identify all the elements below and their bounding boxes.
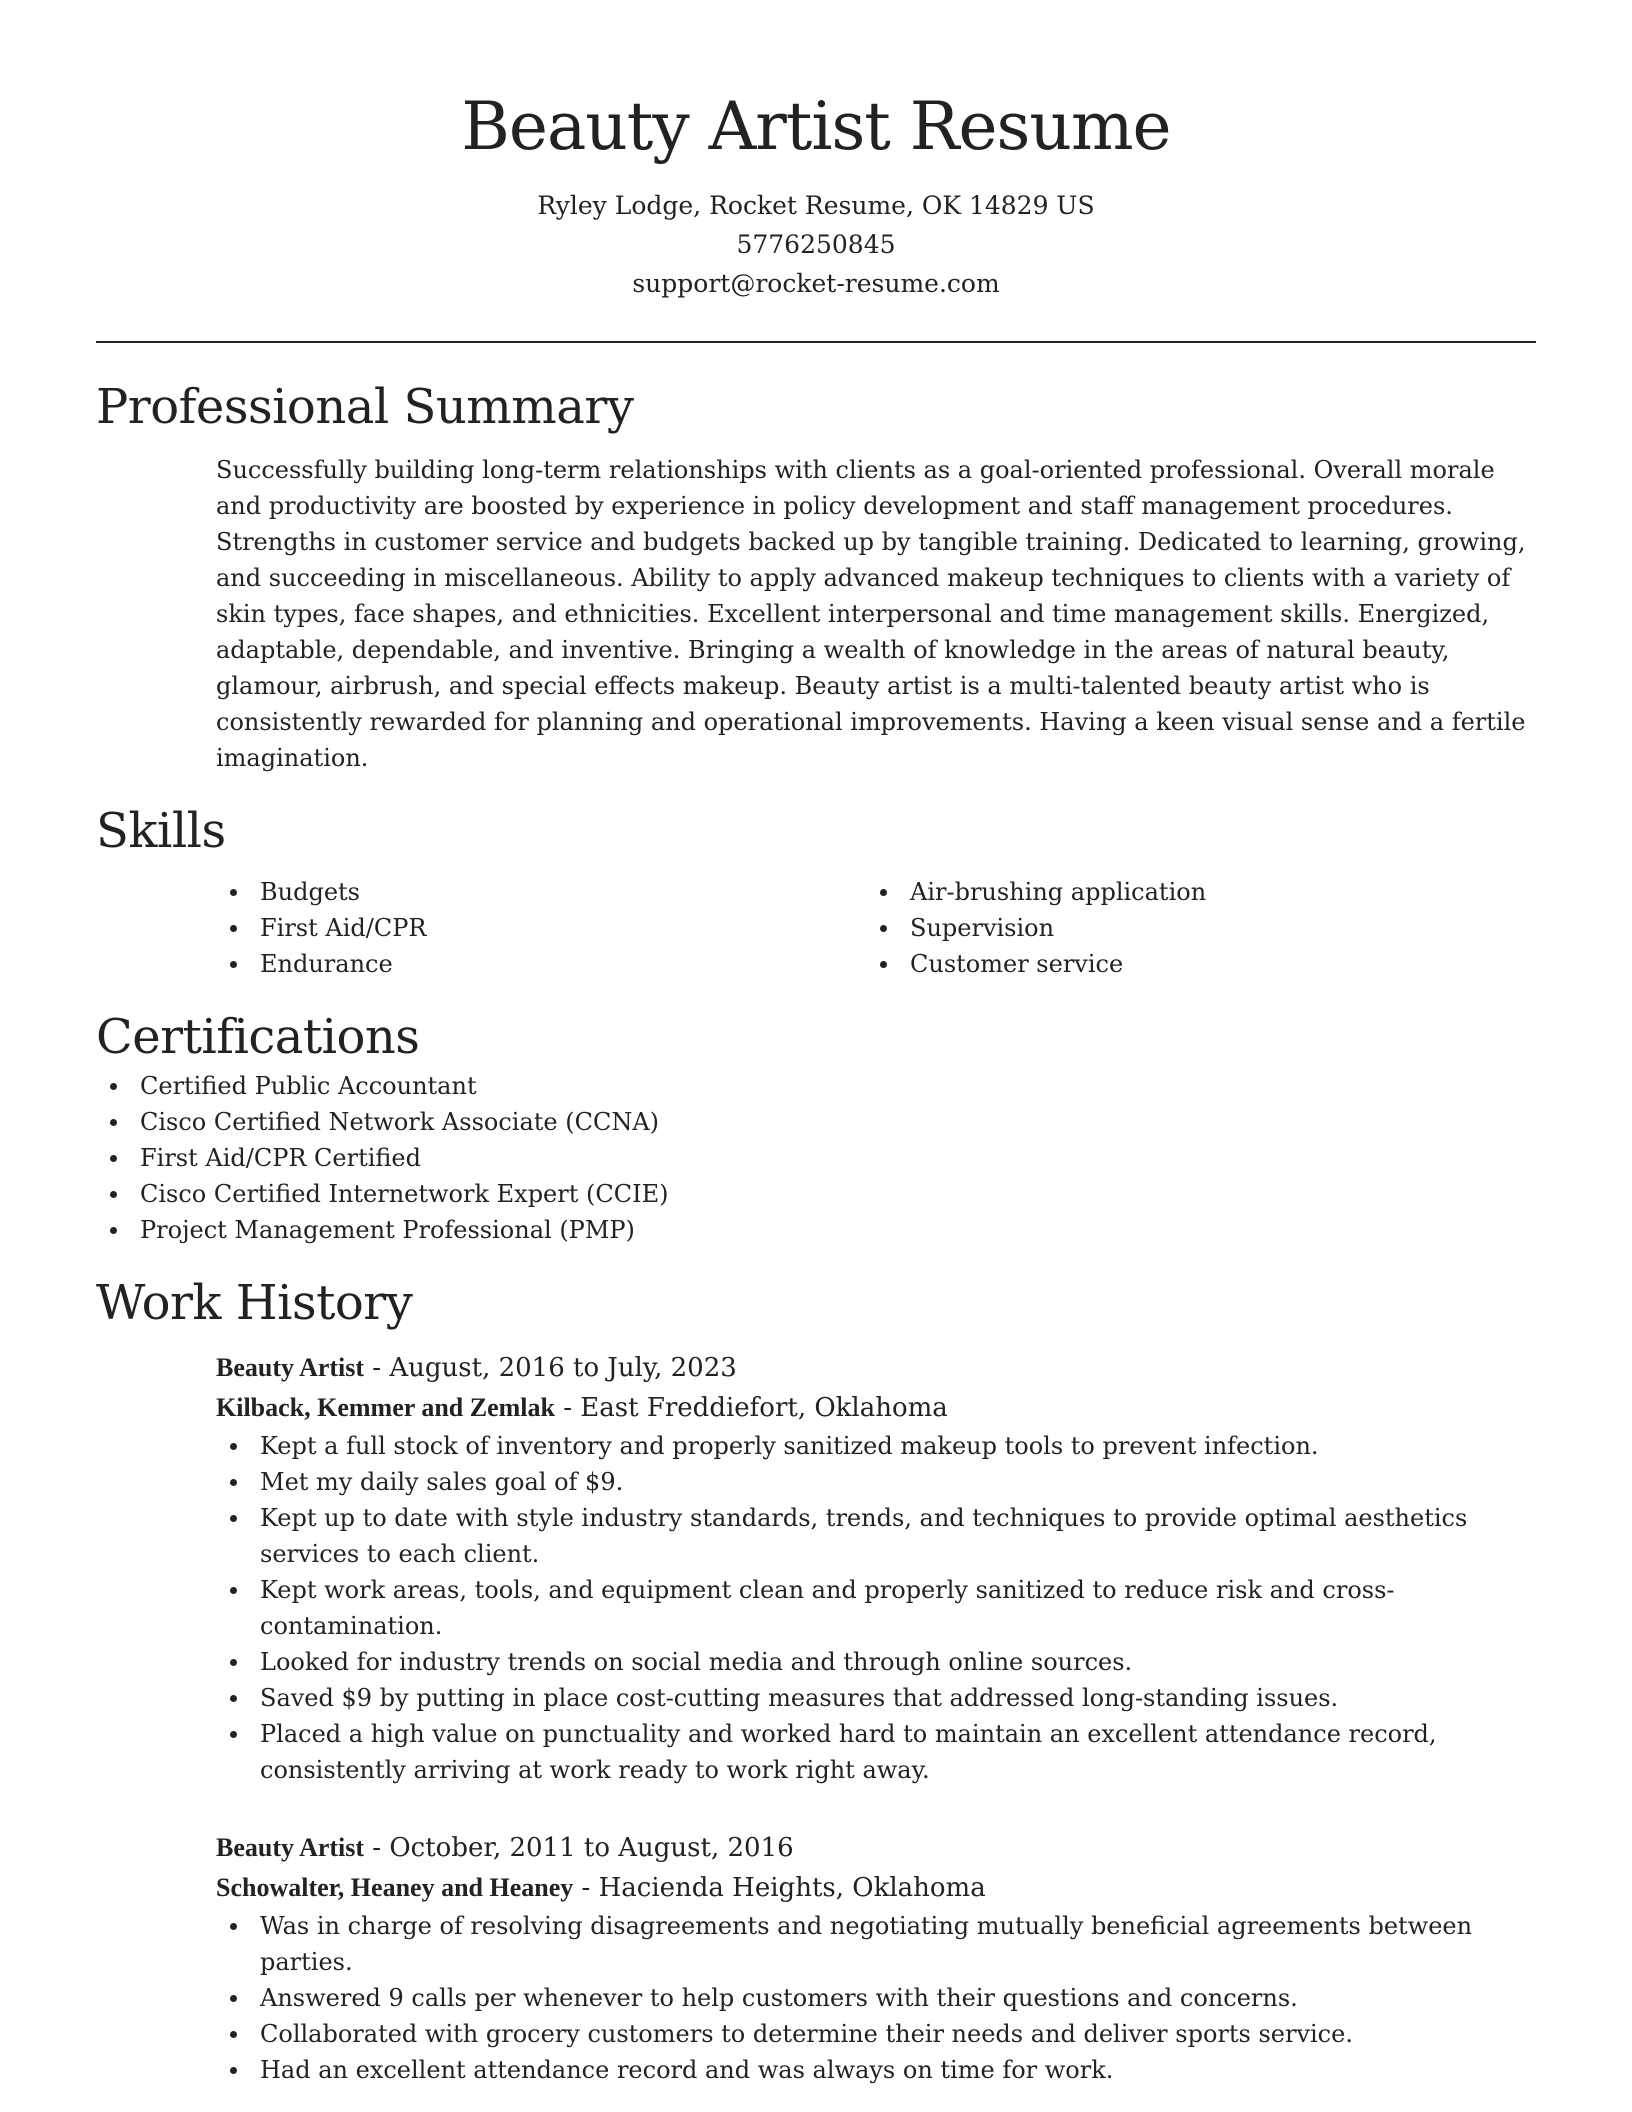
work-history-section (96, 1272, 1536, 2088)
job-title-line (216, 1828, 1536, 1868)
certifications-list (96, 1068, 1536, 1248)
job-dates: - October, 2011 to August, 2016 (364, 1833, 794, 1863)
header-divider (96, 341, 1536, 343)
job-company: Schowalter, Heaney and Heaney (216, 1873, 574, 1902)
job-entry (216, 1828, 1536, 2088)
job-duty-item: Kept work areas, tools, and equipment clean and properly sanitized to reduce risk and cross-contamination. (216, 1572, 1536, 1644)
skill-item: Supervision (866, 910, 1516, 946)
skill-item: Endurance (216, 946, 866, 982)
job-duty-item: Collaborated with grocery customers to determine their needs and deliver sports service. (216, 2016, 1536, 2052)
skill-item: Customer service (866, 946, 1516, 982)
resume-header (0, 82, 1632, 303)
resume-title: Beauty Artist Resume (461, 88, 1171, 165)
job-company-line (216, 1388, 1536, 1428)
skills-column-left (216, 874, 866, 982)
job-title-line (216, 1348, 1536, 1388)
certification-item: Certified Public Accountant (96, 1068, 1536, 1104)
skill-item: First Aid/CPR (216, 910, 866, 946)
contact-block (0, 186, 1632, 303)
skills-column-right (866, 874, 1516, 982)
skill-item: Budgets (216, 874, 866, 910)
job-location: - East Freddiefort, Oklahoma (554, 1393, 948, 1423)
summary-text: Successfully building long-term relationships with clients as a goal-oriented professional. Overall morale and productivity are boosted by experience in policy development and staff management procedures. Strengths in customer service and budgets backed up by tangible training. Dedicated to learning, growing, and succeeding in miscellaneous. Ability to apply advanced makeup techniques to clients with a variety of skin types, face shapes, and ethnicities. Excellent interpersonal and time management skills. Energized, adaptable, dependable, and inventive. Bringing a wealth of knowledge in the areas of natural beauty, glamour, airbrush, and special effects makeup. Beauty artist is a multi-talented beauty artist who is consistently rewarded for planning and operational improvements. Having a keen visual sense and a fertile imagination. (216, 456, 1526, 772)
certification-item: Cisco Certified Network Associate (CCNA) (96, 1104, 1536, 1140)
contact-phone: 5776250845 (736, 230, 896, 259)
job-duty-item: Looked for industry trends on social media and through online sources. (216, 1644, 1536, 1680)
job-duty-item: Kept a full stock of inventory and properly sanitized makeup tools to prevent infection. (216, 1428, 1536, 1464)
contact-email: support@rocket-resume.com (632, 269, 1000, 298)
skills-section (96, 800, 1536, 982)
job-duties-list (216, 1428, 1536, 1788)
job-company-line (216, 1868, 1536, 1908)
summary-heading: Professional Summary (96, 379, 634, 435)
job-duty-item: Placed a high value on punctuality and worked hard to maintain an excellent attendance record, consistently arriving at work ready to work right away. (216, 1716, 1536, 1788)
job-duties-list (216, 1908, 1536, 2088)
resume-body (96, 376, 1536, 2088)
job-company: Kilback, Kemmer and Zemlak (216, 1393, 555, 1422)
job-dates: - August, 2016 to July, 2023 (364, 1353, 737, 1383)
job-title: Beauty Artist (216, 1353, 365, 1382)
job-duty-item: Kept up to date with style industry standards, trends, and techniques to provide optimal aesthetics services to each client. (216, 1500, 1536, 1572)
certifications-section (96, 1006, 1536, 1248)
job-duty-item: Had an excellent attendance record and was always on time for work. (216, 2052, 1536, 2088)
job-duty-item: Answered 9 calls per whenever to help customers with their questions and concerns. (216, 1980, 1536, 2016)
work-history-heading: Work History (96, 1275, 413, 1331)
job-duty-item: Met my daily sales goal of $9. (216, 1464, 1536, 1500)
job-entry (216, 1348, 1536, 1788)
skills-grid (216, 874, 1536, 982)
certification-item: First Aid/CPR Certified (96, 1140, 1536, 1176)
job-location: - Hacienda Heights, Oklahoma (573, 1873, 986, 1903)
job-title: Beauty Artist (216, 1833, 365, 1862)
skills-heading: Skills (96, 803, 226, 859)
contact-address: Ryley Lodge, Rocket Resume, OK 14829 US (537, 191, 1095, 220)
certifications-heading: Certifications (96, 1009, 420, 1065)
job-duty-item: Was in charge of resolving disagreements and negotiating mutually beneficial agreements between parties. (216, 1908, 1536, 1980)
summary-section (96, 376, 1536, 776)
job-duty-item: Saved $9 by putting in place cost-cutting measures that addressed long-standing issues. (216, 1680, 1536, 1716)
certification-item: Cisco Certified Internetwork Expert (CCIE) (96, 1176, 1536, 1212)
skill-item: Air-brushing application (866, 874, 1516, 910)
certification-item: Project Management Professional (PMP) (96, 1212, 1536, 1248)
